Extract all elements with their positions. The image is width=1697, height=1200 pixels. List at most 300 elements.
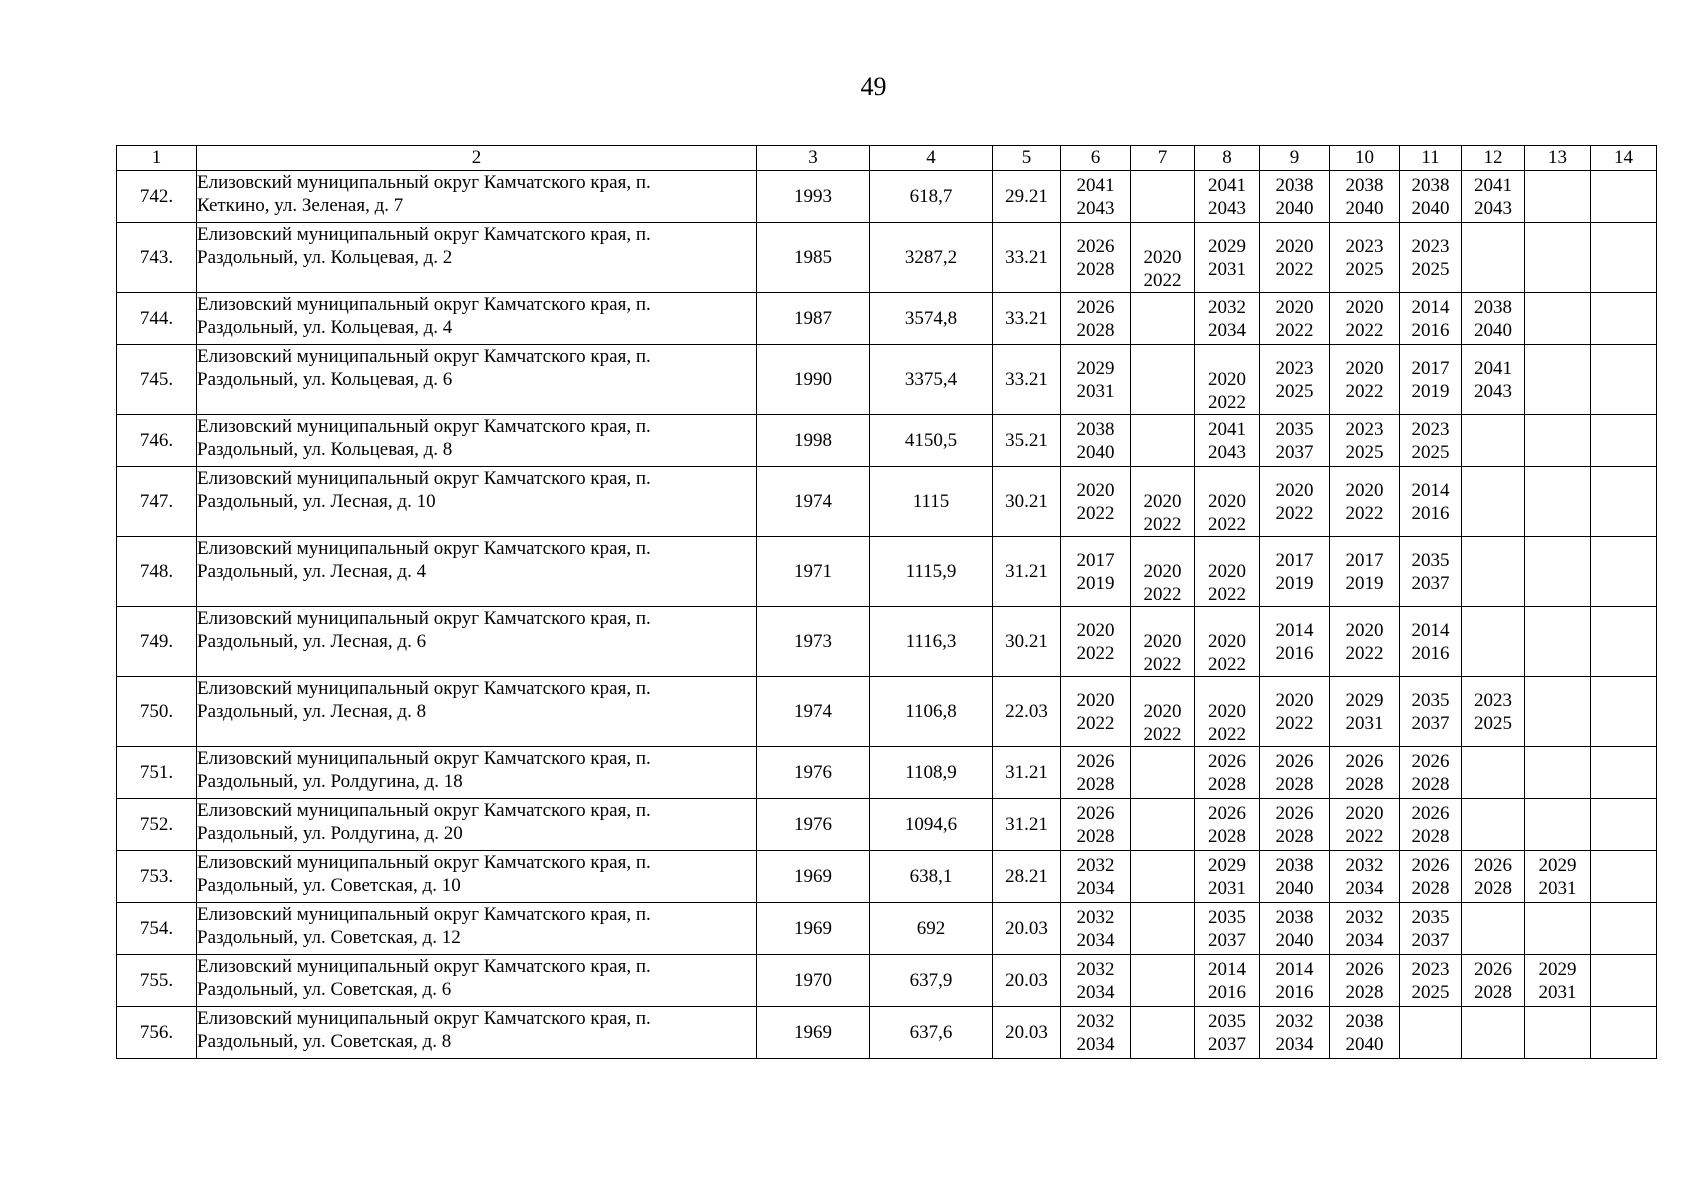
repair-period-cell bbox=[1131, 293, 1195, 345]
period-start-year: 2032 bbox=[1076, 1010, 1115, 1032]
period-start-year: 2023 bbox=[1275, 357, 1314, 379]
repair-period-cell bbox=[1195, 415, 1260, 467]
build-year-cell: 1987 bbox=[757, 293, 870, 345]
period-start-year: 2020 bbox=[1345, 619, 1384, 641]
build-year-cell: 1974 bbox=[757, 467, 870, 537]
period-start-year: 2026 bbox=[1411, 750, 1450, 772]
address-line-2: Раздольный, ул. Лесная, д. 6 bbox=[197, 631, 427, 652]
repair-period-cell bbox=[1131, 171, 1195, 223]
repair-period-cell bbox=[1260, 747, 1330, 799]
address-line-1: Елизовский муниципальный округ Камчатского края, п. bbox=[197, 1008, 651, 1029]
address-line-2: Раздольный, ул. Кольцевая, д. 6 bbox=[197, 369, 453, 390]
repair-period-cell bbox=[1330, 955, 1400, 1007]
repair-period-cell bbox=[1131, 677, 1195, 747]
page-number: 49 bbox=[860, 72, 887, 101]
repair-period-cell bbox=[1260, 415, 1330, 467]
period-end-year: 2022 bbox=[1208, 724, 1246, 745]
column-header: 6 bbox=[1061, 146, 1131, 171]
area-cell: 1094,6 bbox=[870, 799, 993, 851]
repair-period-cell bbox=[1400, 415, 1462, 467]
period-end-year: 2040 bbox=[1474, 319, 1512, 341]
row-number: 753. bbox=[117, 851, 197, 903]
repair-period-cell bbox=[1525, 293, 1591, 345]
repair-period-cell bbox=[1061, 955, 1131, 1007]
repair-period-cell bbox=[1061, 851, 1131, 903]
period-end-year: 2022 bbox=[1208, 392, 1246, 413]
repair-period-cell bbox=[1525, 467, 1591, 537]
column-header: 12 bbox=[1462, 146, 1525, 171]
repair-period-cell bbox=[1462, 851, 1525, 903]
repair-period-cell bbox=[1330, 799, 1400, 851]
period-start-year: 2014 bbox=[1208, 958, 1246, 980]
period-start-year: 2035 bbox=[1411, 549, 1450, 571]
row-number: 742. bbox=[117, 171, 197, 223]
repair-period-cell bbox=[1131, 1007, 1195, 1059]
repair-period-cell bbox=[1525, 851, 1591, 903]
repair-period-cell bbox=[1525, 747, 1591, 799]
repair-period-cell bbox=[1525, 955, 1591, 1007]
table-row bbox=[117, 903, 1657, 955]
repair-period-cell bbox=[1260, 955, 1330, 1007]
repair-period-cell bbox=[1061, 223, 1131, 293]
address-line-1: Елизовский муниципальный округ Камчатского края, п. bbox=[197, 904, 651, 925]
period-start-year: 2014 bbox=[1275, 619, 1314, 641]
repair-period-cell bbox=[1462, 223, 1525, 293]
period-start-year: 2029 bbox=[1076, 357, 1115, 379]
period-start-year: 2032 bbox=[1345, 906, 1384, 928]
wear-cell: 22.03 bbox=[993, 677, 1061, 747]
period-end-year: 2031 bbox=[1538, 877, 1577, 899]
period-end-year: 2040 bbox=[1275, 197, 1314, 219]
period-start-year: 2026 bbox=[1208, 750, 1246, 772]
address-line-2: Раздольный, ул. Ролдугина, д. 18 bbox=[197, 771, 463, 792]
repair-period-cell bbox=[1195, 747, 1260, 799]
repair-period-cell bbox=[1195, 223, 1260, 293]
period-end-year: 2040 bbox=[1345, 197, 1384, 219]
period-start-year: 2020 bbox=[1208, 369, 1246, 390]
period-end-year: 2028 bbox=[1411, 773, 1450, 795]
column-header: 11 bbox=[1400, 146, 1462, 171]
build-year-cell: 1990 bbox=[757, 345, 870, 415]
wear-cell: 31.21 bbox=[993, 537, 1061, 607]
wear-cell: 33.21 bbox=[993, 345, 1061, 415]
column-header: 5 bbox=[993, 146, 1061, 171]
housing-registry-table bbox=[116, 145, 1657, 1059]
repair-period-cell bbox=[1525, 903, 1591, 955]
period-end-year: 2037 bbox=[1411, 929, 1450, 951]
repair-period-cell bbox=[1131, 345, 1195, 415]
repair-period-cell bbox=[1462, 747, 1525, 799]
repair-period-cell bbox=[1330, 1007, 1400, 1059]
repair-period-cell bbox=[1061, 747, 1131, 799]
period-end-year: 2037 bbox=[1275, 441, 1314, 463]
period-start-year: 2041 bbox=[1208, 418, 1246, 440]
period-end-year: 2043 bbox=[1208, 197, 1246, 219]
area-cell: 1115 bbox=[870, 467, 993, 537]
repair-period-cell bbox=[1462, 1007, 1525, 1059]
period-end-year: 2034 bbox=[1345, 877, 1384, 899]
period-start-year: 2038 bbox=[1345, 174, 1384, 196]
repair-period-cell bbox=[1330, 345, 1400, 415]
address-line-2: Раздольный, ул. Советская, д. 10 bbox=[197, 875, 461, 896]
row-number: 752. bbox=[117, 799, 197, 851]
period-start-year: 2038 bbox=[1275, 174, 1314, 196]
repair-period-cell bbox=[1591, 1007, 1657, 1059]
repair-period-cell bbox=[1400, 955, 1462, 1007]
repair-period-cell bbox=[1591, 607, 1657, 677]
address-line-2: Раздольный, ул. Советская, д. 6 bbox=[197, 979, 452, 1000]
table-row bbox=[117, 607, 1657, 677]
period-start-year: 2035 bbox=[1411, 689, 1450, 711]
period-end-year: 2022 bbox=[1275, 502, 1314, 524]
wear-cell: 31.21 bbox=[993, 799, 1061, 851]
repair-period-cell bbox=[1131, 903, 1195, 955]
build-year-cell: 1971 bbox=[757, 537, 870, 607]
table-row bbox=[117, 415, 1657, 467]
period-start-year: 2026 bbox=[1345, 750, 1384, 772]
repair-period-cell bbox=[1591, 955, 1657, 1007]
period-end-year: 2028 bbox=[1345, 773, 1384, 795]
repair-period-cell bbox=[1400, 537, 1462, 607]
repair-period-cell bbox=[1061, 171, 1131, 223]
repair-period-cell bbox=[1591, 677, 1657, 747]
repair-period-cell bbox=[1525, 1007, 1591, 1059]
period-end-year: 2028 bbox=[1411, 825, 1450, 847]
table-row bbox=[117, 851, 1657, 903]
period-end-year: 2040 bbox=[1275, 929, 1314, 951]
repair-period-cell bbox=[1525, 415, 1591, 467]
period-start-year: 2029 bbox=[1345, 689, 1384, 711]
row-number: 756. bbox=[117, 1007, 197, 1059]
repair-period-cell bbox=[1260, 345, 1330, 415]
period-start-year: 2020 bbox=[1275, 479, 1314, 501]
period-end-year: 2025 bbox=[1411, 441, 1450, 463]
period-end-year: 2022 bbox=[1076, 642, 1115, 664]
area-cell: 3375,4 bbox=[870, 345, 993, 415]
address-cell bbox=[197, 955, 757, 1007]
address-cell bbox=[197, 537, 757, 607]
address-cell bbox=[197, 1007, 757, 1059]
period-end-year: 2037 bbox=[1208, 1033, 1246, 1055]
period-end-year: 2034 bbox=[1076, 1033, 1115, 1055]
column-header: 10 bbox=[1330, 146, 1400, 171]
period-start-year: 2041 bbox=[1474, 174, 1512, 196]
repair-period-cell bbox=[1195, 677, 1260, 747]
repair-period-cell bbox=[1195, 903, 1260, 955]
address-line-1: Елизовский муниципальный округ Камчатского края, п. bbox=[197, 224, 651, 245]
period-start-year: 2023 bbox=[1345, 235, 1384, 257]
period-start-year: 2026 bbox=[1275, 802, 1314, 824]
address-line-2: Раздольный, ул. Советская, д. 8 bbox=[197, 1031, 452, 1052]
repair-period-cell bbox=[1195, 1007, 1260, 1059]
period-end-year: 2031 bbox=[1345, 712, 1384, 734]
period-start-year: 2026 bbox=[1076, 235, 1115, 257]
period-start-year: 2029 bbox=[1538, 958, 1577, 980]
period-end-year: 2043 bbox=[1474, 380, 1512, 402]
address-line-2: Раздольный, ул. Кольцевая, д. 2 bbox=[197, 247, 453, 268]
period-end-year: 2016 bbox=[1275, 642, 1314, 664]
repair-period-cell bbox=[1330, 903, 1400, 955]
period-end-year: 2034 bbox=[1076, 929, 1115, 951]
period-start-year: 2032 bbox=[1345, 854, 1384, 876]
repair-period-cell bbox=[1195, 171, 1260, 223]
repair-period-cell bbox=[1061, 677, 1131, 747]
period-start-year: 2023 bbox=[1411, 235, 1450, 257]
repair-period-cell bbox=[1061, 607, 1131, 677]
period-end-year: 2022 bbox=[1143, 270, 1182, 291]
repair-period-cell bbox=[1591, 537, 1657, 607]
repair-period-cell bbox=[1131, 955, 1195, 1007]
period-start-year: 2035 bbox=[1208, 1010, 1246, 1032]
period-start-year: 2035 bbox=[1411, 906, 1450, 928]
row-number: 743. bbox=[117, 223, 197, 293]
build-year-cell: 1976 bbox=[757, 799, 870, 851]
period-end-year: 2016 bbox=[1411, 642, 1450, 664]
period-start-year: 2035 bbox=[1275, 418, 1314, 440]
repair-period-cell bbox=[1330, 223, 1400, 293]
period-end-year: 2028 bbox=[1208, 773, 1246, 795]
period-start-year: 2017 bbox=[1076, 549, 1115, 571]
period-end-year: 2025 bbox=[1345, 441, 1384, 463]
repair-period-cell bbox=[1330, 467, 1400, 537]
period-end-year: 2028 bbox=[1076, 773, 1115, 795]
period-start-year: 2029 bbox=[1208, 854, 1246, 876]
period-start-year: 2032 bbox=[1275, 1010, 1314, 1032]
address-line-1: Елизовский муниципальный округ Камчатского края, п. bbox=[197, 800, 651, 821]
period-start-year: 2020 bbox=[1345, 479, 1384, 501]
table-row bbox=[117, 799, 1657, 851]
build-year-cell: 1969 bbox=[757, 1007, 870, 1059]
column-header: 9 bbox=[1260, 146, 1330, 171]
period-start-year: 2020 bbox=[1208, 701, 1246, 722]
row-number: 748. bbox=[117, 537, 197, 607]
repair-period-cell bbox=[1195, 345, 1260, 415]
repair-period-cell bbox=[1330, 677, 1400, 747]
repair-period-cell bbox=[1400, 1007, 1462, 1059]
row-number: 750. bbox=[117, 677, 197, 747]
period-end-year: 2034 bbox=[1345, 929, 1384, 951]
period-end-year: 2028 bbox=[1275, 825, 1314, 847]
repair-period-cell bbox=[1525, 537, 1591, 607]
address-line-1: Елизовский муниципальный округ Камчатского края, п. bbox=[197, 172, 651, 193]
wear-cell: 33.21 bbox=[993, 223, 1061, 293]
period-end-year: 2034 bbox=[1275, 1033, 1314, 1055]
period-start-year: 2020 bbox=[1208, 631, 1246, 652]
repair-period-cell bbox=[1330, 415, 1400, 467]
repair-period-cell bbox=[1591, 223, 1657, 293]
build-year-cell: 1973 bbox=[757, 607, 870, 677]
period-end-year: 2022 bbox=[1208, 514, 1246, 535]
period-start-year: 2023 bbox=[1411, 418, 1450, 440]
period-end-year: 2040 bbox=[1411, 197, 1450, 219]
period-end-year: 2025 bbox=[1345, 258, 1384, 280]
repair-period-cell bbox=[1400, 607, 1462, 677]
period-start-year: 2038 bbox=[1411, 174, 1450, 196]
period-start-year: 2020 bbox=[1345, 296, 1384, 318]
period-end-year: 2043 bbox=[1208, 441, 1246, 463]
period-end-year: 2025 bbox=[1474, 712, 1512, 734]
period-end-year: 2031 bbox=[1208, 877, 1246, 899]
repair-period-cell bbox=[1260, 607, 1330, 677]
repair-period-cell bbox=[1195, 537, 1260, 607]
repair-period-cell bbox=[1195, 799, 1260, 851]
period-end-year: 2034 bbox=[1208, 319, 1246, 341]
period-end-year: 2037 bbox=[1411, 572, 1450, 594]
period-end-year: 2022 bbox=[1345, 502, 1384, 524]
table-row bbox=[117, 467, 1657, 537]
period-end-year: 2019 bbox=[1411, 380, 1450, 402]
repair-period-cell bbox=[1462, 799, 1525, 851]
repair-period-cell bbox=[1260, 851, 1330, 903]
area-cell: 638,1 bbox=[870, 851, 993, 903]
period-start-year: 2014 bbox=[1275, 958, 1314, 980]
repair-period-cell bbox=[1462, 345, 1525, 415]
address-line-2: Раздольный, ул. Кольцевая, д. 4 bbox=[197, 317, 453, 338]
address-line-2: Раздольный, ул. Советская, д. 12 bbox=[197, 927, 461, 948]
repair-period-cell bbox=[1061, 467, 1131, 537]
address-cell bbox=[197, 467, 757, 537]
wear-cell: 30.21 bbox=[993, 467, 1061, 537]
repair-period-cell bbox=[1195, 955, 1260, 1007]
repair-period-cell bbox=[1462, 293, 1525, 345]
period-start-year: 2029 bbox=[1538, 854, 1577, 876]
area-cell: 3574,8 bbox=[870, 293, 993, 345]
column-header: 2 bbox=[197, 146, 757, 171]
period-start-year: 2026 bbox=[1076, 802, 1115, 824]
repair-period-cell bbox=[1061, 415, 1131, 467]
address-line-1: Елизовский муниципальный округ Камчатского края, п. bbox=[197, 294, 651, 315]
area-cell: 1108,9 bbox=[870, 747, 993, 799]
period-start-year: 2023 bbox=[1345, 418, 1384, 440]
period-end-year: 2040 bbox=[1275, 877, 1314, 899]
period-end-year: 2037 bbox=[1208, 929, 1246, 951]
repair-period-cell bbox=[1260, 677, 1330, 747]
address-cell bbox=[197, 607, 757, 677]
period-end-year: 2022 bbox=[1275, 258, 1314, 280]
column-header: 1 bbox=[117, 146, 197, 171]
period-start-year: 2032 bbox=[1076, 958, 1115, 980]
period-end-year: 2022 bbox=[1143, 584, 1182, 605]
address-cell bbox=[197, 293, 757, 345]
wear-cell: 30.21 bbox=[993, 607, 1061, 677]
address-line-1: Елизовский муниципальный округ Камчатского края, п. bbox=[197, 346, 651, 367]
table-row bbox=[117, 345, 1657, 415]
period-start-year: 2014 bbox=[1411, 619, 1450, 641]
area-cell: 1106,8 bbox=[870, 677, 993, 747]
repair-period-cell bbox=[1591, 467, 1657, 537]
period-end-year: 2022 bbox=[1275, 319, 1314, 341]
address-line-1: Елизовский муниципальный округ Камчатского края, п. bbox=[197, 852, 651, 873]
table-row bbox=[117, 747, 1657, 799]
period-start-year: 2017 bbox=[1345, 549, 1384, 571]
repair-period-cell bbox=[1525, 171, 1591, 223]
address-line-1: Елизовский муниципальный округ Камчатского края, п. bbox=[197, 678, 651, 699]
period-start-year: 2020 bbox=[1345, 802, 1384, 824]
address-line-2: Кеткино, ул. Зеленая, д. 7 bbox=[197, 195, 404, 216]
period-end-year: 2022 bbox=[1275, 712, 1314, 734]
address-cell bbox=[197, 171, 757, 223]
address-cell bbox=[197, 223, 757, 293]
period-end-year: 2028 bbox=[1411, 877, 1450, 899]
repair-period-cell bbox=[1400, 345, 1462, 415]
period-start-year: 2017 bbox=[1275, 549, 1314, 571]
repair-period-cell bbox=[1061, 1007, 1131, 1059]
period-end-year: 2022 bbox=[1076, 712, 1115, 734]
period-end-year: 2022 bbox=[1143, 724, 1182, 745]
repair-period-cell bbox=[1591, 171, 1657, 223]
repair-period-cell bbox=[1591, 851, 1657, 903]
repair-period-cell bbox=[1195, 607, 1260, 677]
table-row bbox=[117, 677, 1657, 747]
repair-period-cell bbox=[1462, 677, 1525, 747]
repair-period-cell bbox=[1462, 415, 1525, 467]
column-header: 8 bbox=[1195, 146, 1260, 171]
wear-cell: 35.21 bbox=[993, 415, 1061, 467]
address-line-1: Елизовский муниципальный округ Камчатского края, п. bbox=[197, 956, 651, 977]
period-start-year: 2032 bbox=[1076, 854, 1115, 876]
period-start-year: 2038 bbox=[1345, 1010, 1384, 1032]
repair-period-cell bbox=[1525, 677, 1591, 747]
build-year-cell: 1976 bbox=[757, 747, 870, 799]
repair-period-cell bbox=[1260, 171, 1330, 223]
build-year-cell: 1985 bbox=[757, 223, 870, 293]
period-start-year: 2014 bbox=[1411, 296, 1450, 318]
period-start-year: 2020 bbox=[1208, 491, 1246, 512]
repair-period-cell bbox=[1061, 345, 1131, 415]
period-end-year: 2022 bbox=[1143, 514, 1182, 535]
row-number: 745. bbox=[117, 345, 197, 415]
table-body bbox=[117, 171, 1657, 1059]
period-start-year: 2026 bbox=[1208, 802, 1246, 824]
repair-period-cell bbox=[1131, 467, 1195, 537]
column-header: 3 bbox=[757, 146, 870, 171]
row-number: 754. bbox=[117, 903, 197, 955]
period-start-year: 2026 bbox=[1411, 854, 1450, 876]
repair-period-cell bbox=[1400, 851, 1462, 903]
repair-period-cell bbox=[1462, 955, 1525, 1007]
period-end-year: 2043 bbox=[1474, 197, 1512, 219]
repair-period-cell bbox=[1131, 223, 1195, 293]
repair-period-cell bbox=[1462, 607, 1525, 677]
period-end-year: 2028 bbox=[1076, 825, 1115, 847]
table-row bbox=[117, 537, 1657, 607]
repair-period-cell bbox=[1462, 903, 1525, 955]
period-start-year: 2038 bbox=[1275, 854, 1314, 876]
build-year-cell: 1969 bbox=[757, 903, 870, 955]
period-start-year: 2026 bbox=[1275, 750, 1314, 772]
column-header: 7 bbox=[1131, 146, 1195, 171]
repair-period-cell bbox=[1131, 851, 1195, 903]
repair-period-cell bbox=[1061, 293, 1131, 345]
period-end-year: 2034 bbox=[1076, 981, 1115, 1003]
repair-period-cell bbox=[1330, 293, 1400, 345]
address-cell bbox=[197, 851, 757, 903]
period-start-year: 2020 bbox=[1275, 235, 1314, 257]
period-start-year: 2020 bbox=[1076, 479, 1115, 501]
period-end-year: 2031 bbox=[1076, 380, 1115, 402]
period-end-year: 2016 bbox=[1208, 981, 1246, 1003]
period-end-year: 2025 bbox=[1275, 380, 1314, 402]
address-line-1: Елизовский муниципальный округ Камчатского края, п. bbox=[197, 468, 651, 489]
repair-period-cell bbox=[1330, 747, 1400, 799]
address-line-2: Раздольный, ул. Ролдугина, д. 20 bbox=[197, 823, 463, 844]
repair-period-cell bbox=[1525, 799, 1591, 851]
area-cell: 618,7 bbox=[870, 171, 993, 223]
address-line-1: Елизовский муниципальный округ Камчатского края, п. bbox=[197, 748, 651, 769]
area-cell: 637,6 bbox=[870, 1007, 993, 1059]
column-header: 14 bbox=[1591, 146, 1657, 171]
period-end-year: 2016 bbox=[1411, 502, 1450, 524]
